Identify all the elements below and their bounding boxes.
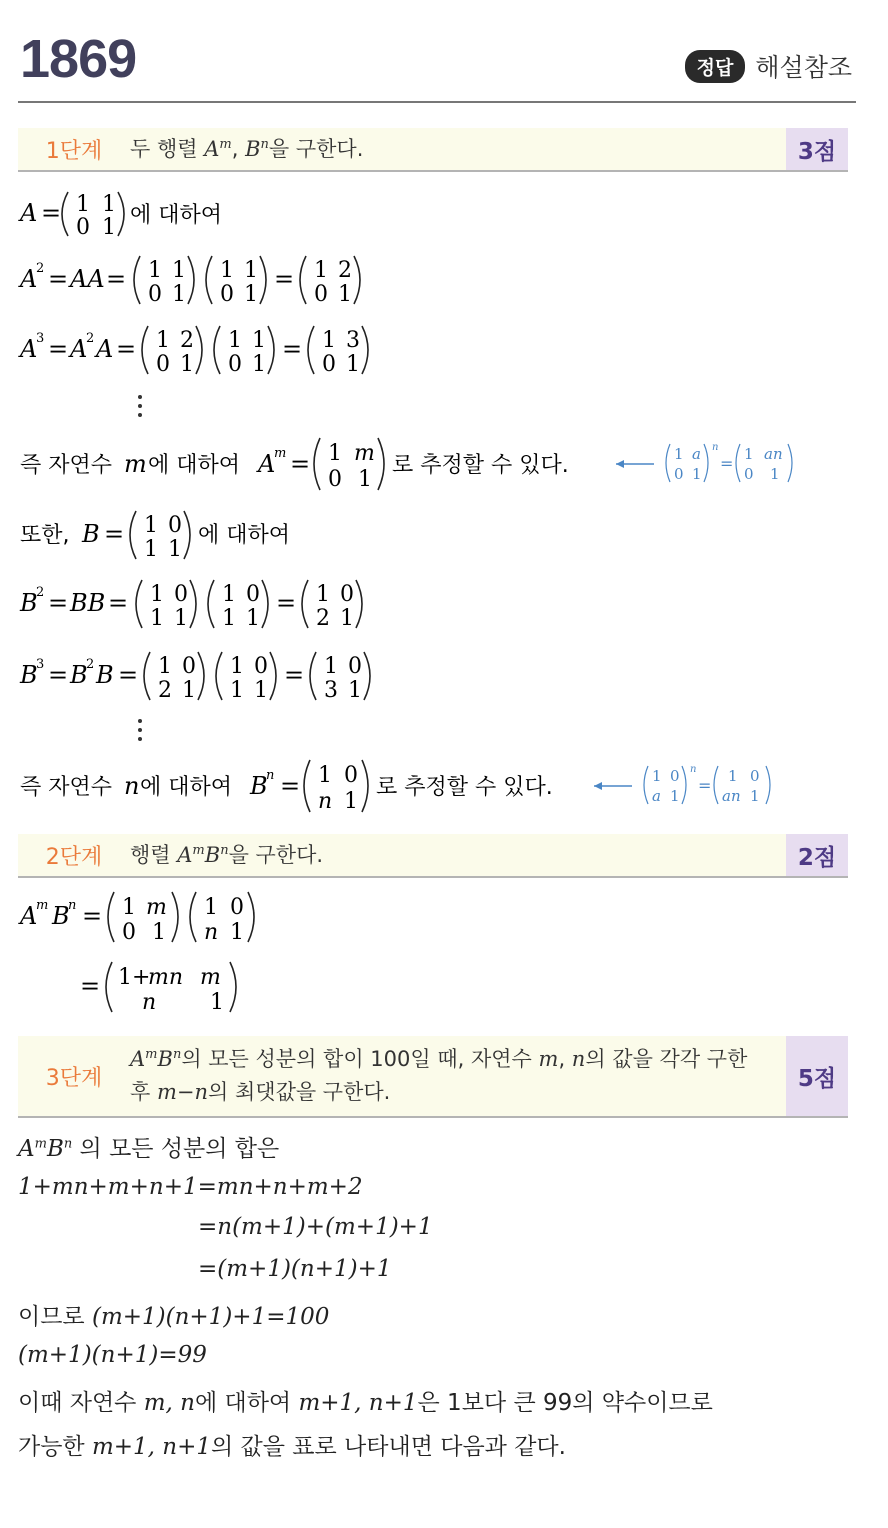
step-3-description: $A^mB^n$의 모든 성분의 합이 100일 때, 자연수 m, n의 값을 각각 구한 후 m−n의 최댓값을 구한다. (130, 1047, 748, 1104)
svg-text:=: = (116, 335, 137, 363)
svg-text:1: 1 (174, 606, 188, 631)
svg-text:에 대하여: 에 대하여 (130, 203, 223, 228)
svg-text:m: m (146, 895, 167, 920)
svg-text:1: 1 (252, 328, 266, 353)
svg-text:=: = (48, 661, 69, 689)
svg-text:1: 1 (322, 328, 336, 353)
svg-text:B: B (52, 902, 70, 930)
svg-text:a: a (652, 787, 661, 805)
svg-text:m: m (124, 450, 147, 478)
svg-text:A: A (96, 335, 114, 363)
svg-text:1: 1 (204, 895, 218, 920)
svg-text:1: 1 (728, 767, 738, 785)
svg-text:=: = (274, 265, 295, 293)
svg-text:an: an (722, 787, 741, 805)
svg-text:B: B (82, 520, 100, 548)
svg-text:에 대하여: 에 대하여 (148, 453, 241, 478)
step-1-points: 3점 (786, 128, 848, 170)
svg-text:a: a (692, 445, 701, 463)
header-divider (18, 101, 856, 103)
step-2-points: 2점 (786, 834, 848, 876)
svg-text:또한,: 또한, (20, 523, 70, 548)
svg-text:m: m (354, 441, 375, 466)
svg-text:A: A (20, 265, 38, 293)
svg-text:0: 0 (156, 352, 170, 377)
svg-text:1: 1 (230, 920, 244, 945)
svg-text:1: 1 (230, 654, 244, 679)
svg-text:3: 3 (346, 328, 360, 353)
svg-text:B: B (70, 661, 88, 689)
step-3-bar (18, 1036, 848, 1118)
svg-text:0: 0 (348, 654, 362, 679)
sum-intro-line: $A^mB^n$ 의 모든 성분의 합은 (18, 1136, 280, 1162)
svg-text:1: 1 (652, 767, 662, 785)
svg-text:=: = (280, 772, 301, 800)
svg-text:=: = (276, 589, 297, 617)
A-cubed-equation (16, 320, 416, 380)
step-1-label: 1단계 (45, 138, 103, 164)
A-squared-equation (16, 250, 416, 310)
svg-text:m: m (200, 965, 221, 990)
svg-text:A: A (20, 335, 38, 363)
svg-text:1: 1 (144, 537, 158, 562)
svg-text:0: 0 (750, 767, 760, 785)
matrix-B-definition (16, 506, 346, 564)
svg-text:로 추정할 수 있다.: 로 추정할 수 있다. (392, 453, 569, 478)
svg-text:AA: AA (70, 265, 105, 293)
svg-text:에 대하여: 에 대하여 (140, 775, 233, 800)
sum-equation-1: 1+mn+m+n+1=mn+n+m+2 (18, 1174, 363, 1200)
B-power-n-conclusion (16, 754, 606, 816)
answer-text: 해설참조 (755, 53, 852, 82)
AmBn-product-equation (16, 886, 316, 948)
continuation-dots-B (132, 716, 152, 746)
svg-text:=: = (290, 450, 311, 478)
svg-text:1: 1 (328, 441, 342, 466)
svg-text:1: 1 (346, 352, 360, 377)
svg-text:1: 1 (102, 192, 116, 217)
svg-text:1: 1 (670, 787, 680, 805)
svg-text:0: 0 (670, 767, 680, 785)
svg-text:0: 0 (744, 465, 754, 483)
svg-text:즉 자연수: 즉 자연수 (20, 775, 113, 800)
svg-text:1: 1 (770, 465, 780, 483)
svg-text:n: n (204, 920, 219, 945)
svg-text:3: 3 (36, 331, 45, 346)
svg-text:1: 1 (348, 678, 362, 703)
svg-text:1: 1 (246, 606, 260, 631)
svg-text:1: 1 (220, 258, 234, 283)
svg-text:n: n (712, 442, 719, 453)
svg-text:1: 1 (122, 895, 136, 920)
svg-text:1: 1 (674, 445, 684, 463)
svg-text:1: 1 (158, 654, 172, 679)
svg-text:BB: BB (70, 589, 106, 617)
svg-text:n: n (266, 768, 275, 783)
svg-text:즉 자연수: 즉 자연수 (20, 453, 113, 478)
svg-text:1: 1 (344, 789, 358, 814)
table-intro-line: 가능한 m+1, n+1의 값을 표로 나타내면 다음과 같다. (18, 1434, 566, 1460)
svg-text:1: 1 (144, 513, 158, 538)
svg-text:0: 0 (340, 582, 354, 607)
svg-text:1: 1 (228, 328, 242, 353)
svg-text:0: 0 (328, 467, 342, 492)
svg-text:1: 1 (150, 606, 164, 631)
svg-text:에 대하여: 에 대하여 (198, 523, 291, 548)
step-3-label: 3단계 (45, 1065, 103, 1091)
svg-text:A: A (20, 902, 38, 930)
svg-text:A: A (20, 199, 38, 227)
svg-text:1: 1 (76, 192, 90, 217)
svg-text:0: 0 (674, 465, 684, 483)
svg-text:0: 0 (220, 282, 234, 307)
svg-text:1: 1 (244, 282, 258, 307)
product-equals-99: (m+1)(n+1)=99 (18, 1342, 207, 1368)
svg-text:=: = (720, 454, 734, 473)
svg-text:0: 0 (254, 654, 268, 679)
answer-label (685, 48, 852, 84)
svg-text:=: = (108, 589, 129, 617)
svg-text:=: = (282, 335, 303, 363)
svg-text:=: = (82, 902, 103, 930)
svg-text:0: 0 (228, 352, 242, 377)
svg-text:1: 1 (244, 258, 258, 283)
svg-text:1: 1 (744, 445, 754, 463)
svg-text:1: 1 (222, 582, 236, 607)
svg-text:n: n (142, 990, 157, 1015)
svg-text:=: = (284, 661, 305, 689)
svg-text:=: = (41, 199, 62, 227)
svg-text:3: 3 (324, 678, 338, 703)
svg-text:=: = (48, 589, 69, 617)
svg-text:0: 0 (344, 763, 358, 788)
note-A-power-formula (612, 438, 812, 488)
svg-text:0: 0 (322, 352, 336, 377)
problem-number: 1869 (20, 29, 137, 89)
svg-text:0: 0 (122, 920, 136, 945)
svg-text:A: A (70, 335, 88, 363)
step-2-description: 행렬 $A^mB^n$을 구한다. (130, 842, 324, 867)
step-2-bar (18, 834, 848, 878)
therefore-line: 이므로 (m+1)(n+1)+1=100 (18, 1304, 330, 1330)
svg-text:1: 1 (180, 352, 194, 377)
step-1-bar (18, 128, 848, 172)
AmBn-result-matrix (76, 956, 276, 1018)
svg-text:=: = (698, 776, 712, 795)
svg-text:0: 0 (168, 513, 182, 538)
svg-text:0: 0 (174, 582, 188, 607)
step-1-description: 두 행렬 $A^m$, $B^n$을 구한다. (130, 136, 364, 161)
svg-text:2: 2 (158, 678, 172, 703)
svg-text:1: 1 (340, 606, 354, 631)
svg-text:2: 2 (86, 657, 95, 672)
svg-text:1: 1 (102, 215, 116, 240)
svg-text:2: 2 (36, 585, 45, 600)
svg-text:B: B (20, 589, 38, 617)
svg-text:3: 3 (36, 657, 45, 672)
svg-text:0: 0 (148, 282, 162, 307)
svg-text:2: 2 (36, 261, 45, 276)
svg-text:=: = (48, 335, 69, 363)
svg-text:A: A (258, 450, 276, 478)
svg-text:n: n (318, 789, 333, 814)
svg-text:n: n (124, 772, 140, 800)
note-B-power-formula (590, 760, 790, 810)
step-2-label: 2단계 (45, 844, 103, 870)
svg-text:1+: 1+ (118, 965, 151, 990)
A-power-m-conclusion (16, 432, 626, 494)
svg-text:1: 1 (338, 282, 352, 307)
svg-text:로 추정할 수 있다.: 로 추정할 수 있다. (376, 775, 553, 800)
svg-text:1: 1 (252, 352, 266, 377)
svg-text:1: 1 (210, 990, 224, 1015)
svg-text:1: 1 (172, 258, 186, 283)
svg-text:n: n (690, 764, 697, 775)
svg-text:2: 2 (86, 331, 95, 346)
svg-text:2: 2 (180, 328, 194, 353)
svg-text:1: 1 (316, 582, 330, 607)
svg-text:1: 1 (156, 328, 170, 353)
svg-text:=: = (106, 265, 127, 293)
sum-equation-2: =n(m+1)+(m+1)+1 (198, 1214, 433, 1240)
svg-text:0: 0 (230, 895, 244, 920)
svg-text:0: 0 (76, 215, 90, 240)
svg-text:m: m (274, 446, 287, 461)
svg-text:=: = (48, 265, 69, 293)
svg-text:1: 1 (358, 467, 372, 492)
svg-text:=: = (104, 520, 125, 548)
svg-text:B: B (96, 661, 114, 689)
svg-text:B: B (250, 772, 268, 800)
sum-equation-3: =(m+1)(n+1)+1 (198, 1256, 392, 1282)
svg-text:0: 0 (182, 654, 196, 679)
svg-text:1: 1 (168, 537, 182, 562)
svg-text:B: B (20, 661, 38, 689)
step-3-points: 5점 (786, 1036, 848, 1116)
svg-text:1: 1 (750, 787, 760, 805)
svg-text:1: 1 (222, 606, 236, 631)
svg-text:=: = (80, 972, 101, 1000)
svg-text:1: 1 (148, 258, 162, 283)
svg-text:1: 1 (230, 678, 244, 703)
svg-text:1: 1 (150, 582, 164, 607)
continuation-dots-A (132, 392, 152, 422)
svg-text:an: an (764, 445, 783, 463)
svg-text:n: n (68, 898, 77, 913)
svg-text:mn: mn (148, 965, 184, 990)
svg-text:1: 1 (318, 763, 332, 788)
svg-text:1: 1 (254, 678, 268, 703)
svg-text:1: 1 (172, 282, 186, 307)
answer-badge: 정답 (685, 50, 746, 83)
svg-text:0: 0 (314, 282, 328, 307)
svg-text:0: 0 (246, 582, 260, 607)
svg-text:1: 1 (152, 920, 166, 945)
svg-text:2: 2 (338, 258, 352, 283)
svg-text:1: 1 (324, 654, 338, 679)
B-squared-equation (16, 574, 416, 634)
svg-text:=: = (118, 661, 139, 689)
divisor-statement: 이때 자연수 m, n에 대하여 m+1, n+1은 1보다 큰 99의 약수이므로 (18, 1390, 713, 1416)
B-cubed-equation (16, 646, 416, 706)
svg-text:1: 1 (314, 258, 328, 283)
svg-text:1: 1 (182, 678, 196, 703)
matrix-A-definition (16, 188, 316, 240)
svg-text:2: 2 (316, 606, 330, 631)
svg-text:1: 1 (692, 465, 702, 483)
svg-text:m: m (36, 898, 49, 913)
